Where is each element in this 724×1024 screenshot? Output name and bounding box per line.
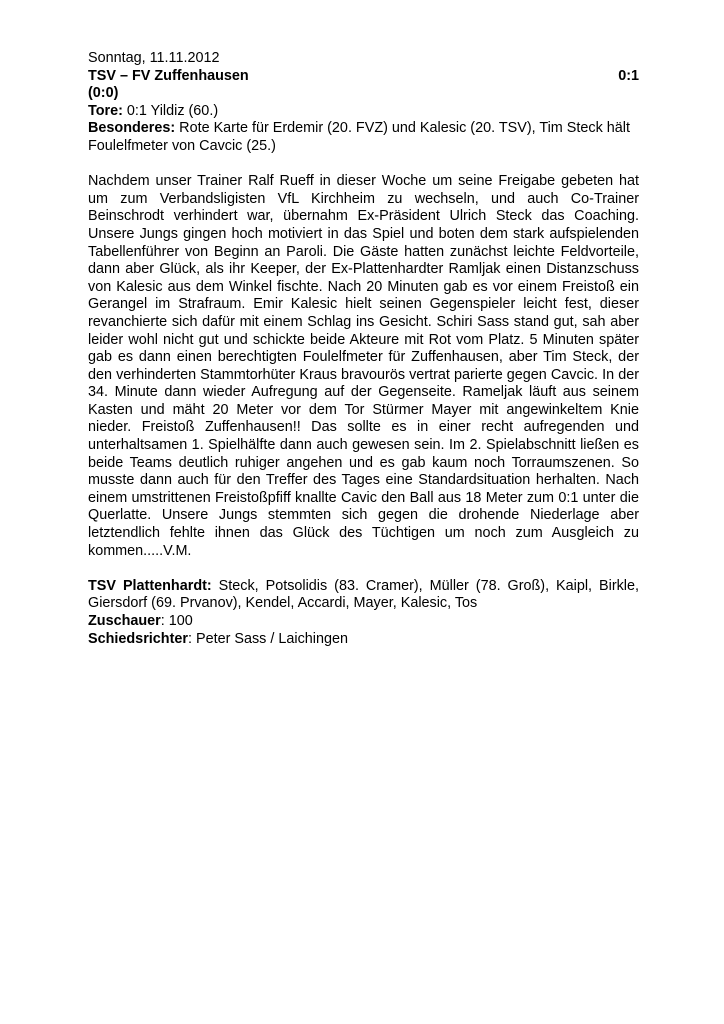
- spectators-label: Zuschauer: [88, 613, 161, 629]
- match-report-document: [88, 50, 639, 648]
- spectators-value: : 100: [160, 613, 193, 629]
- spectators-line: [88, 613, 639, 631]
- halftime-score: (0:0): [88, 85, 119, 102]
- special-label: Besonderes:: [88, 120, 176, 137]
- match-date: Sonntag, 11.11.2012: [88, 50, 220, 66]
- special-value: Rote Karte für Erdemir (20. FVZ) und Kalesic (20. TSV), Tim Steck hält Foulelfmeter von Cavcic (25.): [88, 120, 630, 154]
- lineup-line: [88, 578, 639, 613]
- goals-value: 0:1 Yildiz (60.): [122, 102, 219, 119]
- report-paragraph: Nachdem unser Trainer Ralf Rueff in dieser Woche um seine Freigabe gebeten hat um zum Verbandsligisten VfL Kirchheim zu wechseln, und auch Co-Trainer Beinschrodt verhindert war, übernahm Ex-Präsident Ulrich Steck das Coaching. Unsere Jungs gingen hoch motiviert in das Spiel und boten dem stark aufspielenden Tabellenführer von Beginn an Paroli. Die Gäste hatten zunächst leichte Feldvorteile, dann aber Glück, als ihr Keeper, der Ex-Plattenhardter Ramljak einen Distanzschuss von Kalesic aus dem Winkel fischte. Nach 20 Minuten gab es vor einem Freistoß ein Gerangel im Strafraum. Emir Kalesic hielt seinen Gegenspieler leicht fest, dieser revanchierte sich dafür mit einem Schlag ins Gesicht. Schiri Sass stand gut, sah aber leider wohl nicht gut und schickte beide Akteure mit Rot vom Platz. 5 Minuten später gab es dann einen berechtigten Foulelfmeter für Zuffenhausen, aber Tim Steck, der den verhinderten Stammtorhüter Kraus bravourös vertrat parierte gegen Cavcic. In der 34. Minute dann wieder Aufregung auf der Gegenseite. Rameljak läuft aus seinem Kasten und mäht 20 Meter vor dem Tor Stürmer Mayer mit angewinkeltem Knie nieder. Freistoß Zuffenhausen!! Das sollte es in einer recht aufregenden und unterhaltsamen 1. Spielhälfte dann auch gewesen sein. Im 2. Spielabschnitt ließen es beide Teams deutlich ruhiger angehen und es gab kaum noch Torraumszenen. So musste dann auch für den Treffer des Tages eine Standardsituation herhalten. Nach einem umstrittenen Freistoßpfiff knallte Cavic den Ball aus 18 Meter zum 0:1 unter die Querlatte. Unsere Jungs stemmten sich gegen die drohende Niederlage aber letztendlich fehlte ihnen das Glück des Tüchtigen um noch zum Ausgleich zu kommen.....V.M.: [88, 173, 639, 559]
- goals-line: [88, 103, 639, 121]
- special-line: [88, 120, 639, 155]
- match-teams: TSV – FV Zuffenhausen: [88, 67, 249, 84]
- match-title-row: [88, 68, 639, 86]
- match-score: 0:1: [618, 67, 639, 84]
- referee-label: Schiedsrichter: [88, 630, 188, 647]
- spacer: [88, 560, 639, 578]
- referee-line: [88, 631, 639, 649]
- spacer: [88, 156, 639, 174]
- lineup-label: TSV Plattenhardt:: [88, 577, 212, 594]
- lineup-value: Steck, Potsolidis (83. Cramer), Müller (78. Groß), Kaipl, Birkle, Giersdorf (69. Prvanov), Kendel, Accardi, Mayer, Kalesic, Tos: [88, 577, 639, 612]
- referee-value: : Peter Sass / Laichingen: [187, 630, 348, 647]
- goals-label: Tore:: [88, 102, 123, 119]
